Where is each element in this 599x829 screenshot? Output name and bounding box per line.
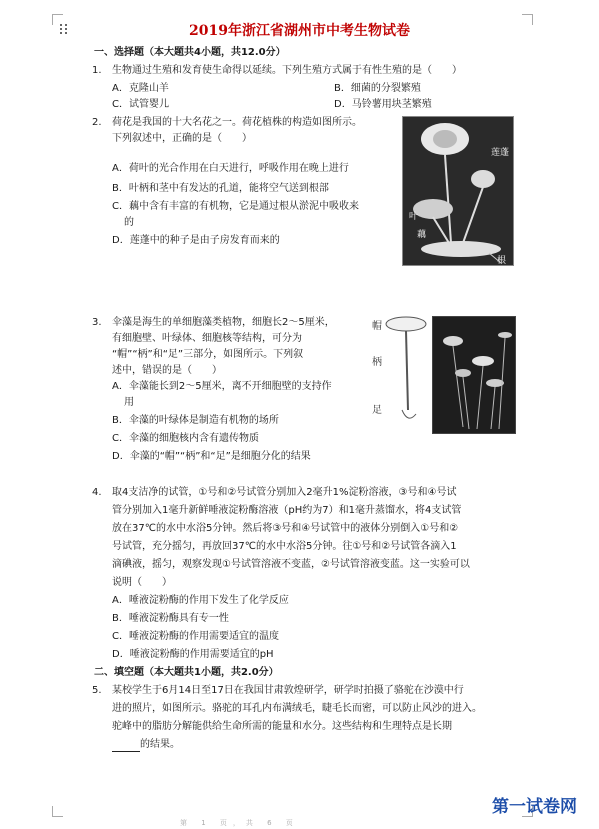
section-heading-fill-blank: 二、填空题（本大题共1小题，共2.0分） (94, 667, 279, 678)
question-number: 2. (92, 117, 102, 128)
question-stem-end: 的结果。 (140, 739, 180, 750)
option-d: D．马铃薯用块茎繁殖 (334, 99, 432, 110)
option-a: A．荷叶的光合作用在白天进行，呼吸作用在晚上进行 (112, 163, 349, 174)
umbrella-alga-diagram (372, 314, 428, 430)
figure-label-zu: 足 (372, 405, 382, 416)
question-stem: 取4支洁净的试管，①号和②号试管分别加入2毫升1%淀粉溶液，③号和④号试 (112, 487, 457, 498)
umbrella-alga-photo-illustration (433, 317, 515, 433)
option-a: A．伞藻能长到2～5厘米，离不开细胞壁的支持作 (112, 381, 332, 392)
option-b: B．细菌的分裂繁殖 (334, 83, 421, 94)
option-b: B．唾液淀粉酶具有专一性 (112, 613, 229, 624)
option-b: B．叶柄和茎中有发达的孔道，能将空气送到根部 (112, 183, 329, 194)
option-a-continued: 用 (124, 397, 134, 408)
question-stem: 有细胞壁、叶绿体、细胞核等结构，可分为 (112, 333, 302, 344)
figure-label-ou: 藕 (417, 230, 427, 240)
question-stem: 进的照片，如图所示。骆驼的耳孔内布满绒毛，睫毛长而密，可以防止风沙的进入。 (112, 703, 482, 714)
answer-blank[interactable] (112, 741, 140, 752)
site-logo: 第一试卷网 (492, 797, 577, 817)
option-d: D．伞藻的“帽”“柄”和“足”是细胞分化的结果 (112, 451, 311, 462)
option-c: C．伞藻的细胞核内含有遗传物质 (112, 433, 259, 444)
question-number: 3. (92, 317, 102, 328)
question-stem: 说明（ ） (112, 577, 172, 588)
umbrella-alga-photo (432, 316, 516, 434)
figure-label-gen: 根 (497, 256, 507, 266)
option-c: C．唾液淀粉酶的作用需要适宜的温度 (112, 631, 279, 642)
question-stem: 伞藻是海生的单细胞藻类植物，细胞长2～5厘米， (112, 317, 335, 328)
option-c-continued: 的 (124, 217, 134, 228)
corner-mark-bottom-left (52, 806, 63, 817)
question-stem: 述中，错误的是（ ） (112, 365, 222, 376)
question-stem: 管分别加入1毫升新鲜唾液淀粉酶溶液（pH约为7）和1毫升蒸馏水，将4支试管 (112, 505, 462, 516)
option-b: B．伞藻的叶绿体是制造有机物的场所 (112, 415, 279, 426)
option-d: D．莲蓬中的种子是由子房发育而来的 (112, 235, 280, 246)
lotus-plant-figure (402, 116, 514, 266)
question-number: 1. (92, 65, 102, 76)
figure-label-bing: 柄 (372, 357, 382, 368)
page-footer: 第 1 页，共 6 页 (180, 819, 299, 827)
figure-label-ye: 叶 (409, 212, 419, 222)
figure-label-lianpeng: 莲蓬 (491, 148, 510, 158)
section-heading-choice: 一、选择题（本大题共4小题，共12.0分） (94, 47, 286, 58)
question-stem: 生物通过生殖和发育使生命得以延续。下列生殖方式属于有性生殖的是（ ） (112, 65, 462, 76)
question-stem: 放在37℃的水中水浴5分钟。然后将③号和④号试管中的液体分别倒入①号和② (112, 523, 459, 534)
lotus-illustration (403, 117, 513, 265)
question-stem: 荷花是我国的十大名花之一。荷花植株的构造如图所示。 (112, 117, 362, 128)
figure-label-mao: 帽 (372, 321, 382, 332)
question-stem: 号试管，充分摇匀，再放回37℃的水中水浴5分钟。往①号和②号试管各滴入1 (112, 541, 457, 552)
page-title: 2019年浙江省湖州市中考生物试卷 (189, 23, 410, 39)
question-stem: 滴碘液，摇匀，观察发现①号试管溶液不变蓝，②号试管溶液变蓝。这一实验可以 (112, 559, 470, 570)
question-stem: 驼峰中的脂肪分解能供给生命所需的能量和水分。这些结构和生理特点是长期 (112, 721, 452, 732)
question-number: 5. (92, 685, 102, 696)
answer-line (112, 738, 180, 752)
option-a: A．唾液淀粉酶的作用下发生了化学反应 (112, 595, 289, 606)
question-stem: “帽”“柄”和“足”三部分，如图所示。下列叙 (112, 349, 304, 360)
question-stem: 某校学生于6月14日至17日在我国甘肃敦煌研学，研学时拍摄了骆驼在沙漠中行 (112, 685, 464, 696)
option-a: A．克隆山羊 (112, 83, 169, 94)
question-number: 4. (92, 487, 102, 498)
question-stem: 下列叙述中，正确的是（ ） (112, 133, 252, 144)
option-c: C．藕中含有丰富的有机物，它是通过根从淤泥中吸收来 (112, 201, 359, 212)
option-d: D．唾液淀粉酶的作用需要适宜的pH (112, 649, 274, 660)
option-c: C．试管婴儿 (112, 99, 169, 110)
